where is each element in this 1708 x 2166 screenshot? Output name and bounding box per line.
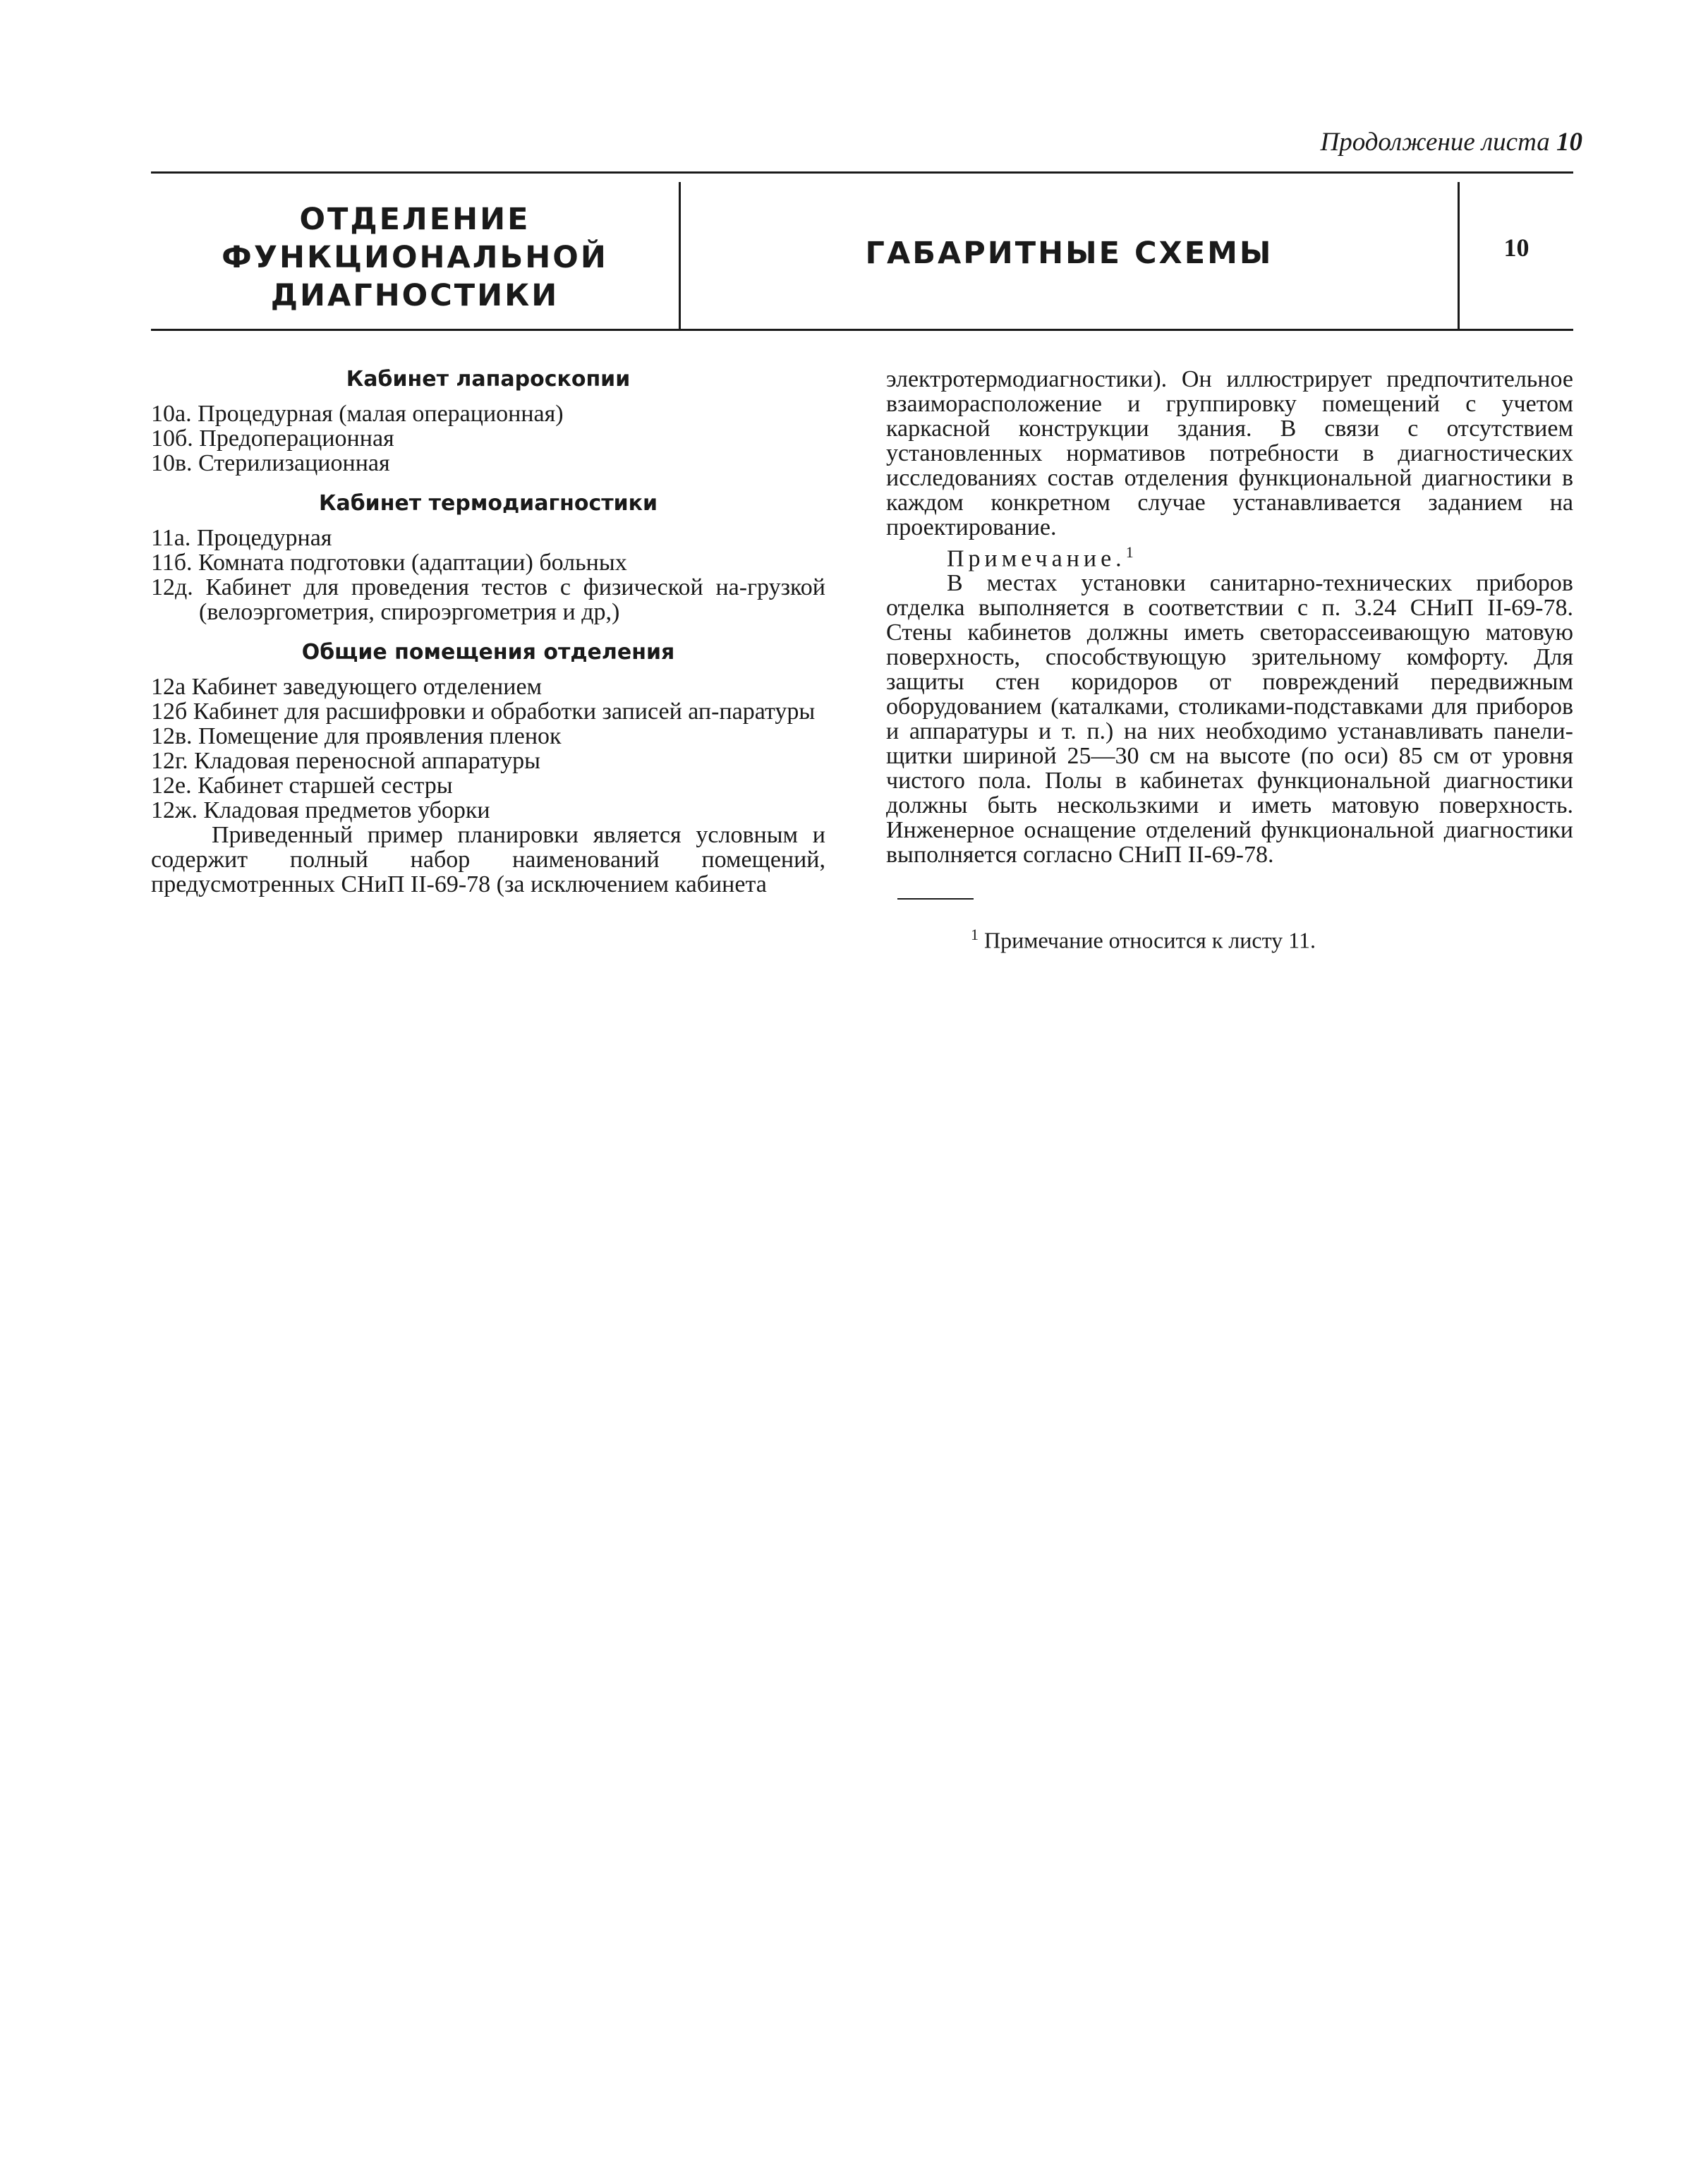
list-item: 12е. Кабинет старшей сестры	[151, 773, 453, 799]
footnote-mark: 1	[971, 926, 979, 944]
section-heading: Кабинет термодиагностики	[318, 491, 658, 516]
list-item: 10б. Предоперационная	[151, 425, 394, 452]
list-item: 12д. Кабинет для проведения тестов с физической на-грузкой (велоэргометрия, спироэргометрия и др,)	[151, 574, 825, 625]
list-item: 11б. Комната подготовки (адаптации) больных	[151, 550, 627, 576]
continuation-label	[1320, 127, 1582, 157]
header-table	[151, 171, 1573, 331]
note-label	[886, 540, 1573, 571]
section-heading: Кабинет лапароскопии	[346, 367, 631, 392]
list-item: 11а. Процедурная	[151, 525, 332, 551]
list-item: 12а Кабинет заведующего отделением	[151, 674, 543, 700]
list-item: 10в. Стерилизационная	[151, 450, 390, 476]
footnote	[886, 922, 1573, 953]
right-column	[886, 367, 1573, 976]
sheet-title: ГАБАРИТНЫЕ СХЕМЫ	[865, 236, 1273, 271]
list-item: 12г. Кладовая переносной аппаратуры	[151, 748, 540, 774]
department-line: ДИАГНОСТИКИ	[270, 278, 559, 313]
department-line: ФУНКЦИОНАЛЬНОЙ	[222, 240, 608, 275]
note-label-text: Примечание.	[947, 545, 1126, 572]
footnote-text: Примечание относится к листу 11.	[984, 927, 1316, 953]
department-title	[151, 200, 679, 315]
section-heading: Общие помещения отделения	[301, 640, 675, 665]
department-line: ОТДЕЛЕНИЕ	[299, 202, 531, 237]
list-item: 12б Кабинет для расшифровки и обработки записей ап-паратуры	[151, 698, 816, 725]
continuation-number: 10	[1556, 128, 1582, 157]
footnote-rule	[897, 898, 974, 900]
note-footnote-mark: 1	[1125, 543, 1138, 561]
note-paragraph: В местах установки санитарно-технических приборов отделка выполняется в соответствии с п. 3.24 СНиП II-69-78. Стены кабинетов должны иметь светорассеивающую матовую поверхность, способствующую зрительному комфорту. Для защиты стен коридоров от повреждений передвижным оборудованием (каталками, столиками-подставками для приборов и аппаратуры и т. п.) на них необходимо устанавливать панели-щитки шириной 25—30 см на высоте (по оси) 85 см от уровня чистого пола. Полы в кабинетах функциональной диагностики должны быть нескользкими и иметь матовую поверхность. Инженерное оснащение отделений функциональной диагностики выполняется согласно СНиП II-69-78.	[886, 570, 1573, 869]
body-paragraph: Приведенный пример планировки является условным и содержит полный набор наименований помещений, предусмотренных СНиП II-69-78 (за исключением кабинета	[151, 822, 825, 897]
continuation-text: Продолжение листа	[1320, 128, 1550, 157]
list-item: 12в. Помещение для проявления пленок	[151, 723, 562, 749]
left-column	[151, 367, 825, 897]
list-item: 12ж. Кладовая предметов уборки	[151, 797, 490, 823]
list-item: 10а. Процедурная (малая операционная)	[151, 401, 564, 427]
sheet-number: 10	[1503, 234, 1530, 262]
body-paragraph: электротермодиагностики). Он иллюстрирует предпочтительное взаиморасположение и группировку помещений с учетом каркасной конструкции здания. В связи с отсутствием установленных нормативов потребности в диагностических исследованиях состав отделения функциональной диагностики в каждом конкретном случае устанавливается заданием на проектирование.	[886, 366, 1573, 540]
